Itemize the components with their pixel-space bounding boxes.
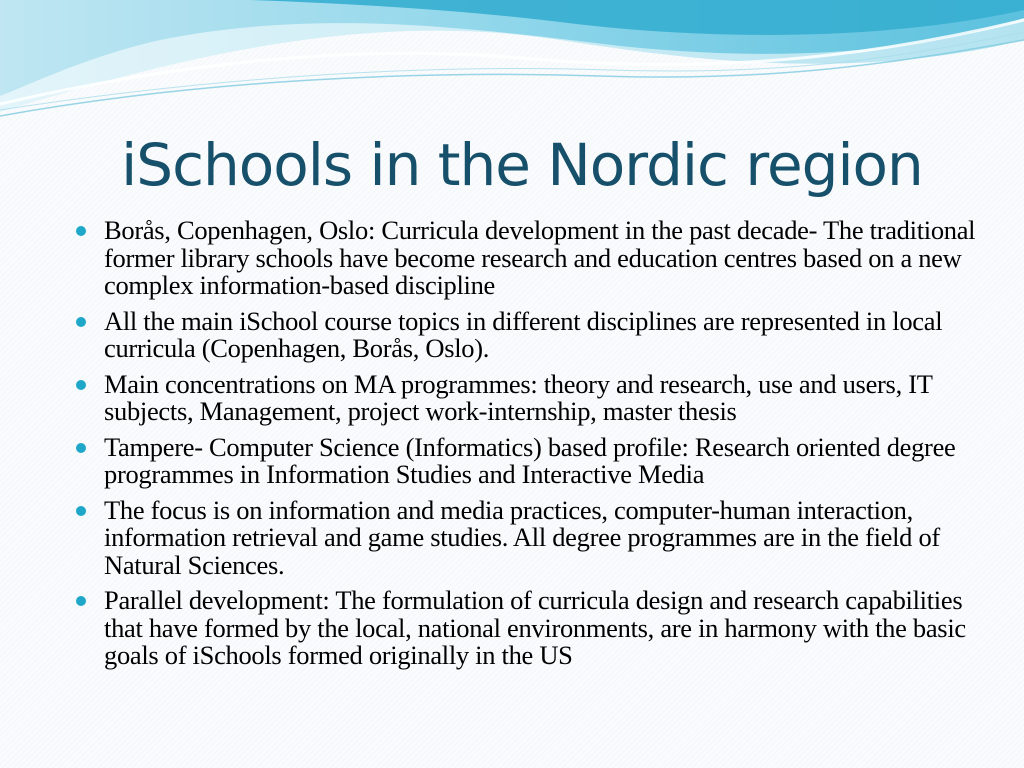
bullet-item [74, 587, 1004, 670]
bullet-text: Parallel development: The formulation of curricula design and research capabilities that have formed by the local, national environments, are in harmony with the basic goals of iSchools formed originally in the US [104, 585, 966, 670]
bullet-text: Main concentrations on MA programmes: theory and research, use and users, IT subjects, Management, project work-internship, master thesis [104, 368, 933, 426]
bullet-item [74, 494, 1004, 580]
bullet-dot-icon [76, 380, 86, 390]
bullet-dot-icon [76, 506, 86, 516]
bullet-text: The focus is on information and media practices, computer-human interaction, information retrieval and game studies. All degree programmes are in the field of Natural Sciences. [104, 494, 940, 580]
bullet-item [74, 368, 1004, 426]
bullet-item [74, 431, 1004, 489]
bullet-dot-icon [76, 226, 86, 236]
bullet-dot-icon [76, 317, 86, 327]
bullet-item [74, 217, 1004, 300]
bullet-text: Borås, Copenhagen, Oslo: Curricula development in the past decade- The traditional former library schools have become research and education centres based on a new complex information-based discipline [104, 215, 976, 300]
bullet-dot-icon [76, 443, 86, 453]
slide-title: iSchools in the Nordic region [121, 131, 923, 199]
bullet-item [74, 305, 1004, 363]
bullet-dot-icon [76, 596, 86, 606]
header-wave-decoration [0, 0, 1024, 130]
bullet-list [74, 217, 1004, 678]
bullet-text: Tampere- Computer Science (Informatics) based profile: Research oriented degree programmes in Information Studies and Interactive Media [104, 431, 956, 489]
bullet-text: All the main iSchool course topics in different disciplines are represented in local curricula (Copenhagen, Borås, Oslo). [104, 305, 943, 363]
